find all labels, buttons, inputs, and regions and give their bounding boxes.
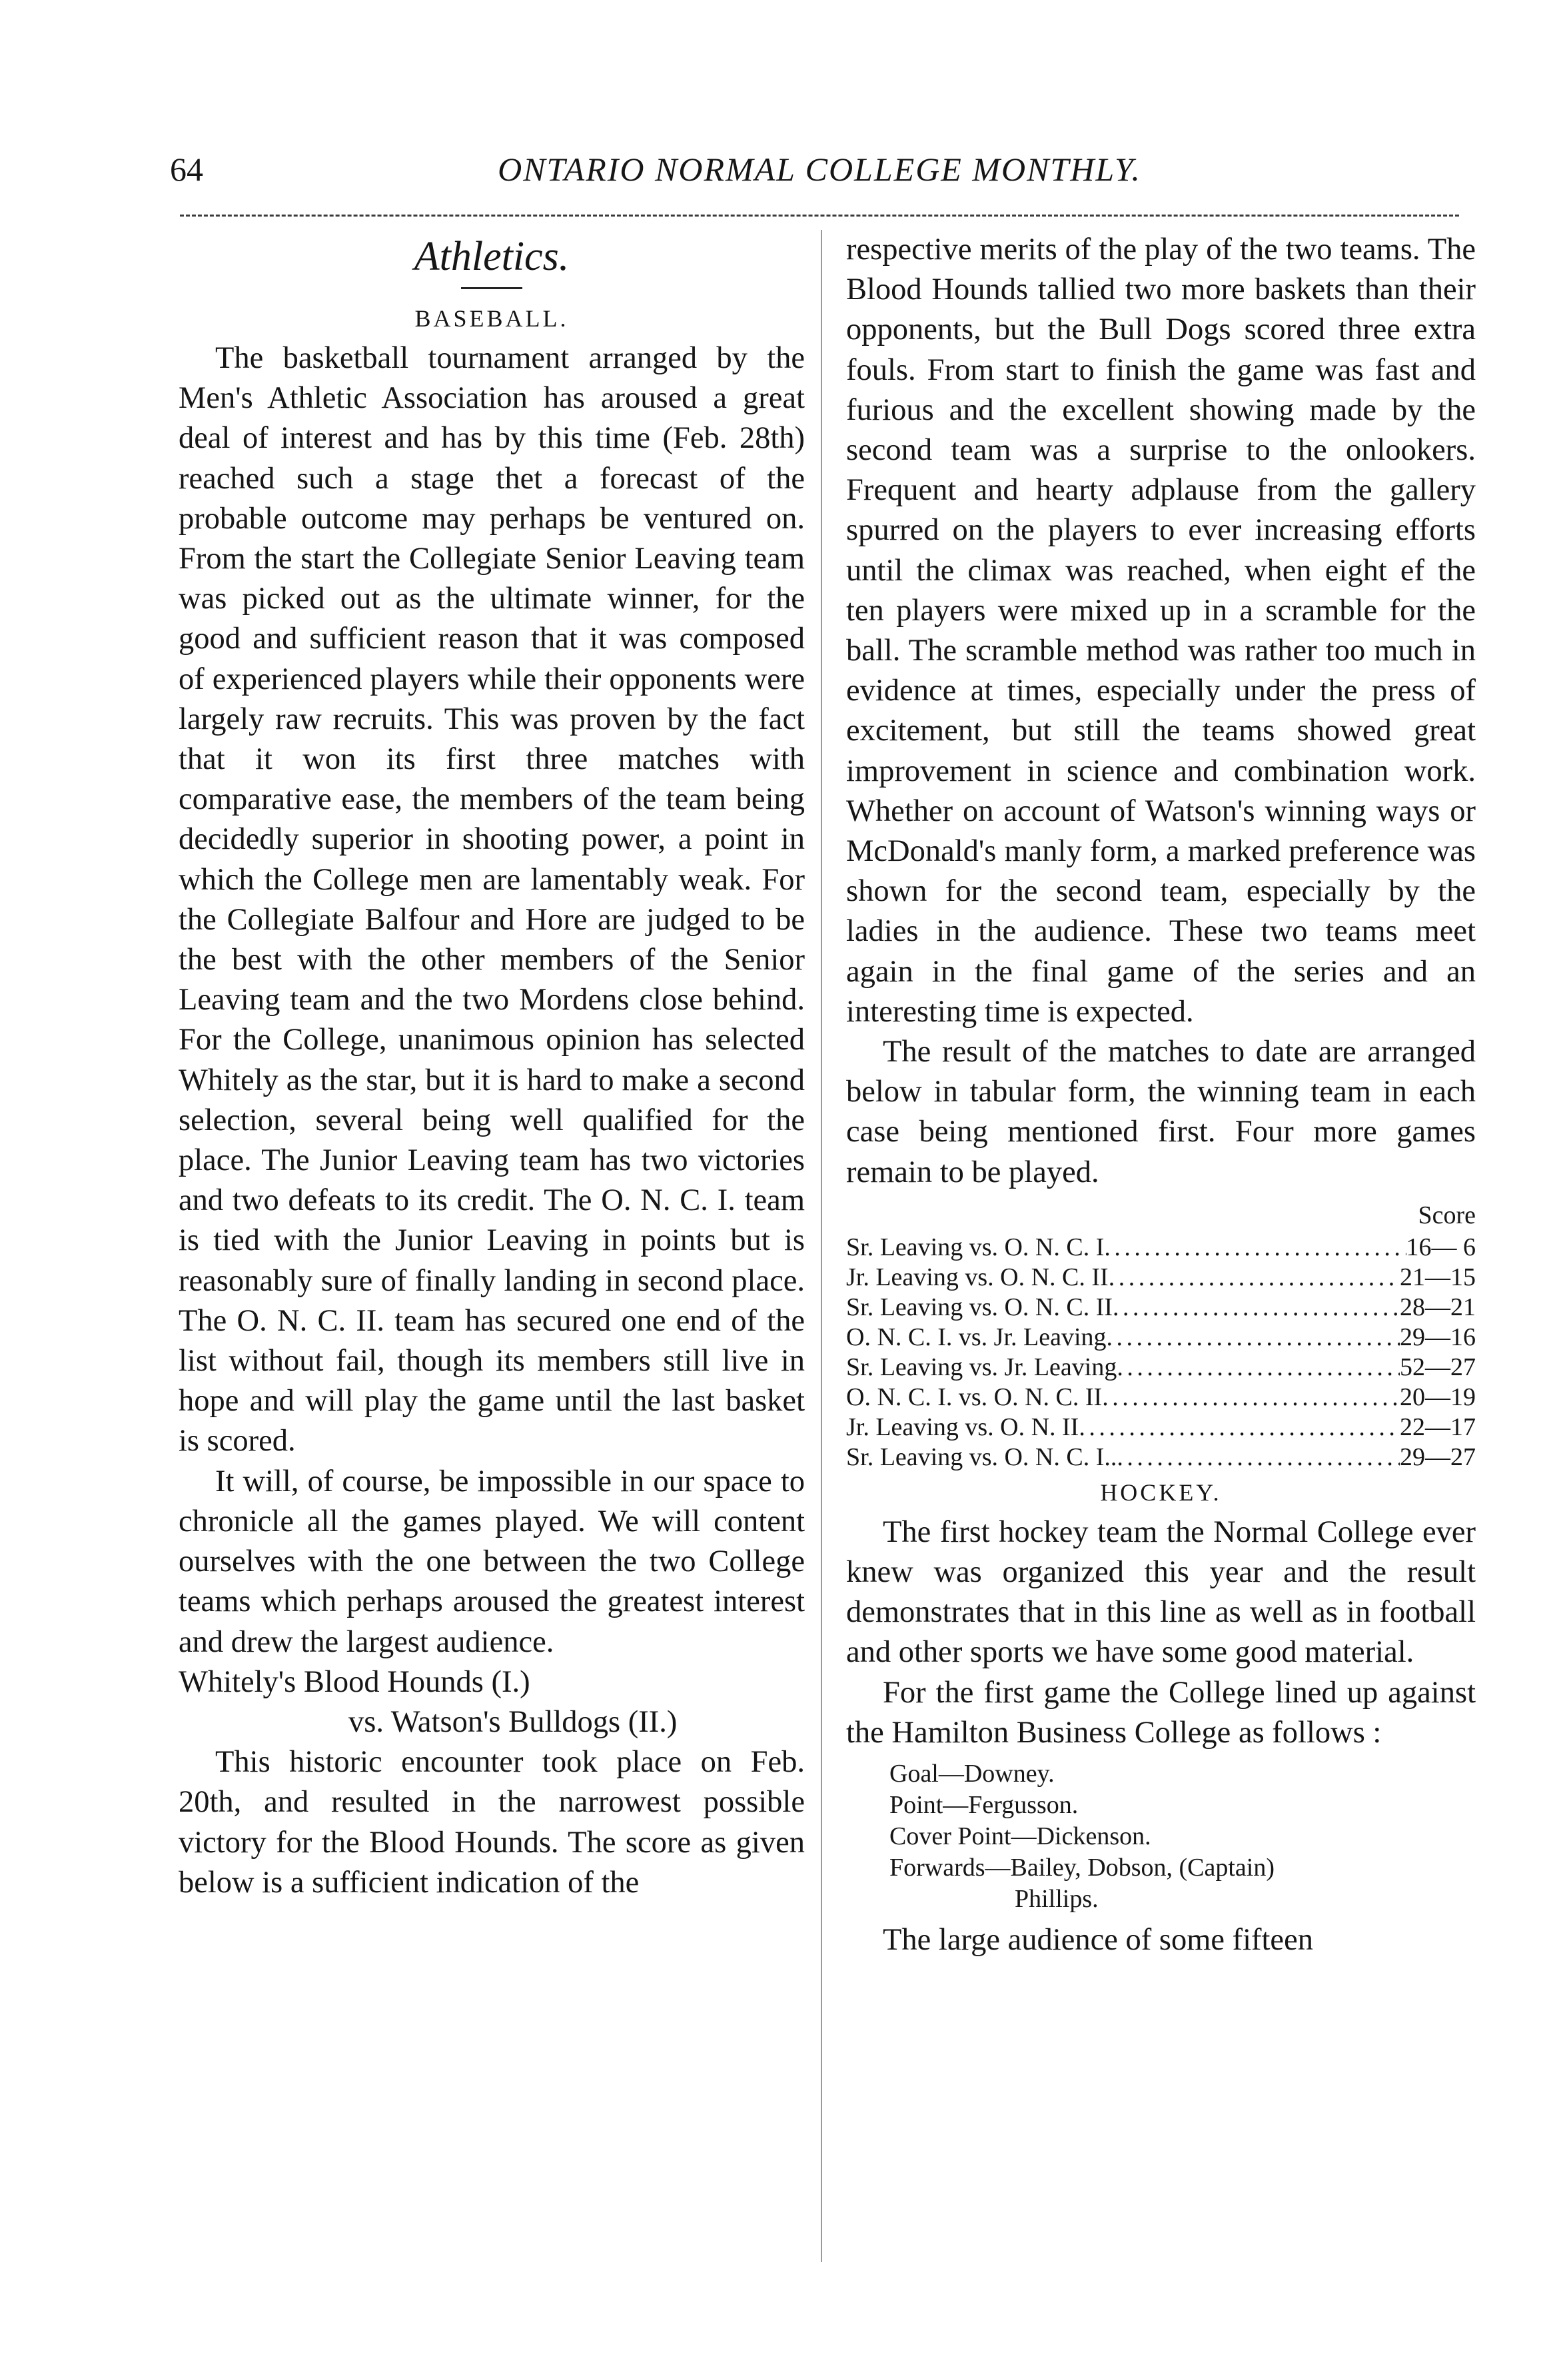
score-teams: Sr. Leaving vs. O. N. C. I.. <box>846 1443 1117 1471</box>
score-row <box>846 1323 1476 1353</box>
leader-dots <box>1109 1263 1400 1293</box>
results-intro-paragraph: The result of the matches to date are arranged below in tabular form, the winning team in each case being mentioned first. Four more games remain to be played. <box>846 1035 1476 1189</box>
right-column <box>846 230 1476 1960</box>
lineup-intro-paragraph: For the first game the College lined up against the Hamilton Business College as follows : <box>846 1675 1476 1750</box>
score-value: 29—16 <box>1400 1323 1476 1351</box>
leader-dots <box>1107 1323 1400 1353</box>
column-divider <box>821 230 822 2262</box>
score-value: 28—21 <box>1400 1293 1476 1321</box>
leader-dots <box>1117 1443 1400 1473</box>
page-number: 64 <box>170 151 203 188</box>
hockey-team-paragraph: The first hockey team the Normal College ever knew was organized this year and the result demonstrates that in this line as well as in football and other sports we have some good material. <box>846 1514 1476 1670</box>
score-row <box>846 1293 1476 1323</box>
match-team-two: vs. Watson's Bulldogs (II.) <box>348 1704 678 1739</box>
score-row <box>846 1443 1476 1473</box>
score-value: 21—15 <box>1400 1263 1476 1291</box>
score-value: 52—27 <box>1400 1353 1476 1381</box>
header-rule <box>180 215 1459 217</box>
encounter-paragraph: This historic encounter took place on Feb. 20th, and resulted in the narrowest possible victory for the Blood Hounds. The score as given below is a sufficient indication of the <box>179 1745 805 1900</box>
score-row <box>846 1353 1476 1383</box>
basketball-tournament-paragraph: The basketball tournament arranged by the Men's Athletic Association has aroused a great deal of interest and has by this time (Feb. 28th) reached such a stage thet a forecast of the probable outcome may perhaps be ventured on. From the start the Collegiate Senior Leaving team was picked out as the ultimate winner, for the good and sufficient reason that it was composed of experienced players while their opponents were largely raw recruits. This was proven by the fact that it won its first three matches with comparative ease, the members of the team being decidedly superior in shooting power, a point in which the College men are lamentably weak. For the Collegiate Balfour and Hore are judged to be the best with the other members of the Senior Leaving team and the two Mordens close behind. For the College, unanimous opinion has selected Whitely as the star, but it is hard to make a second selection, several being well qualified for the place. The Junior Leaving team has two victories and two defeats to its credit. The O. N. C. I. team is tied with the Junior Leaving in points but is reasonably sure of finally landing in second place. The O. N. C. II. team has secured one end of the list without fail, though its members still live in hope and will play the game until the last basket is scored. <box>179 341 805 1459</box>
score-row <box>846 1413 1476 1443</box>
leader-dots <box>1113 1293 1400 1323</box>
lineup-item: Point—Fergusson. <box>889 1791 1079 1820</box>
title-rule <box>461 287 522 289</box>
section-title: Athletics. <box>414 234 570 279</box>
score-teams: Jr. Leaving vs. O. N. C. II <box>846 1263 1109 1291</box>
merits-paragraph: respective merits of the play of the two teams. The Blood Hounds tallied two more baskets than their opponents, but the Bull Dogs scored three extra fouls. From start to finish the game was fast and furious and the excellent showing made by the second team was a surprise to the onlookers. Frequent and hearty adplause from the gallery spurred on the players to ever increasing efforts until the climax was reached, when eight ef the ten players were mixed up in a scramble for the ball. The scramble method was rather too much in evidence at times, especially under the press of excitement, but still the teams showed great improvement in science and combination work. Whether on account of Watson's winning ways or McDonald's manly form, a marked preference was shown for the second team, especially by the ladies in the audience. These two teams meet again in the final game of the series and an interesting time is expected. <box>846 233 1476 1029</box>
lineup-item: Phillips. <box>1015 1885 1099 1914</box>
score-table <box>846 1233 1476 1473</box>
match-team-one: Whitely's Blood Hounds (I.) <box>179 1664 530 1699</box>
lineup-item: Cover Point—Dickenson. <box>889 1822 1151 1851</box>
score-teams: Sr. Leaving vs. O. N. C. II <box>846 1293 1113 1321</box>
score-value: 22—17 <box>1400 1413 1476 1441</box>
score-teams: O. N. C. I. vs. Jr. Leaving <box>846 1323 1107 1351</box>
score-teams: Sr. Leaving vs. O. N. C. I <box>846 1233 1105 1261</box>
audience-paragraph: The large audience of some fifteen <box>883 1923 1313 1958</box>
leader-dots <box>1104 1233 1406 1263</box>
score-value: 29—27 <box>1400 1443 1476 1471</box>
score-row <box>846 1263 1476 1293</box>
score-column-label: Score <box>1418 1201 1476 1229</box>
score-row <box>846 1233 1476 1263</box>
lineup-item: Forwards—Bailey, Dobson, (Captain) <box>889 1854 1275 1882</box>
page-header <box>170 150 1469 203</box>
score-value: 16— 6 <box>1406 1233 1476 1261</box>
leader-dots <box>1117 1353 1400 1383</box>
hockey-heading: HOCKEY. <box>1100 1479 1222 1506</box>
lineup-list <box>889 1758 1476 1915</box>
score-teams: O. N. C. I. vs. O. N. C. II <box>846 1383 1103 1411</box>
leader-dots <box>1102 1383 1400 1413</box>
score-value: 20—19 <box>1400 1383 1476 1411</box>
running-head: ONTARIO NORMAL COLLEGE MONTHLY. <box>498 151 1141 188</box>
chronicle-paragraph: It will, of course, be impossible in our space to chronicle all the games played. We will content ourselves with the one between the two College teams which perhaps aroused the greatest interest and drew the largest audience. <box>179 1464 805 1659</box>
baseball-heading: BASEBALL. <box>414 305 569 332</box>
left-column <box>179 230 805 1903</box>
leader-dots <box>1079 1413 1400 1443</box>
score-teams: Sr. Leaving vs. Jr. Leaving <box>846 1353 1117 1381</box>
score-teams: Jr. Leaving vs. O. N. II <box>846 1413 1079 1441</box>
lineup-item: Goal—Downey. <box>889 1760 1055 1788</box>
score-row <box>846 1383 1476 1413</box>
